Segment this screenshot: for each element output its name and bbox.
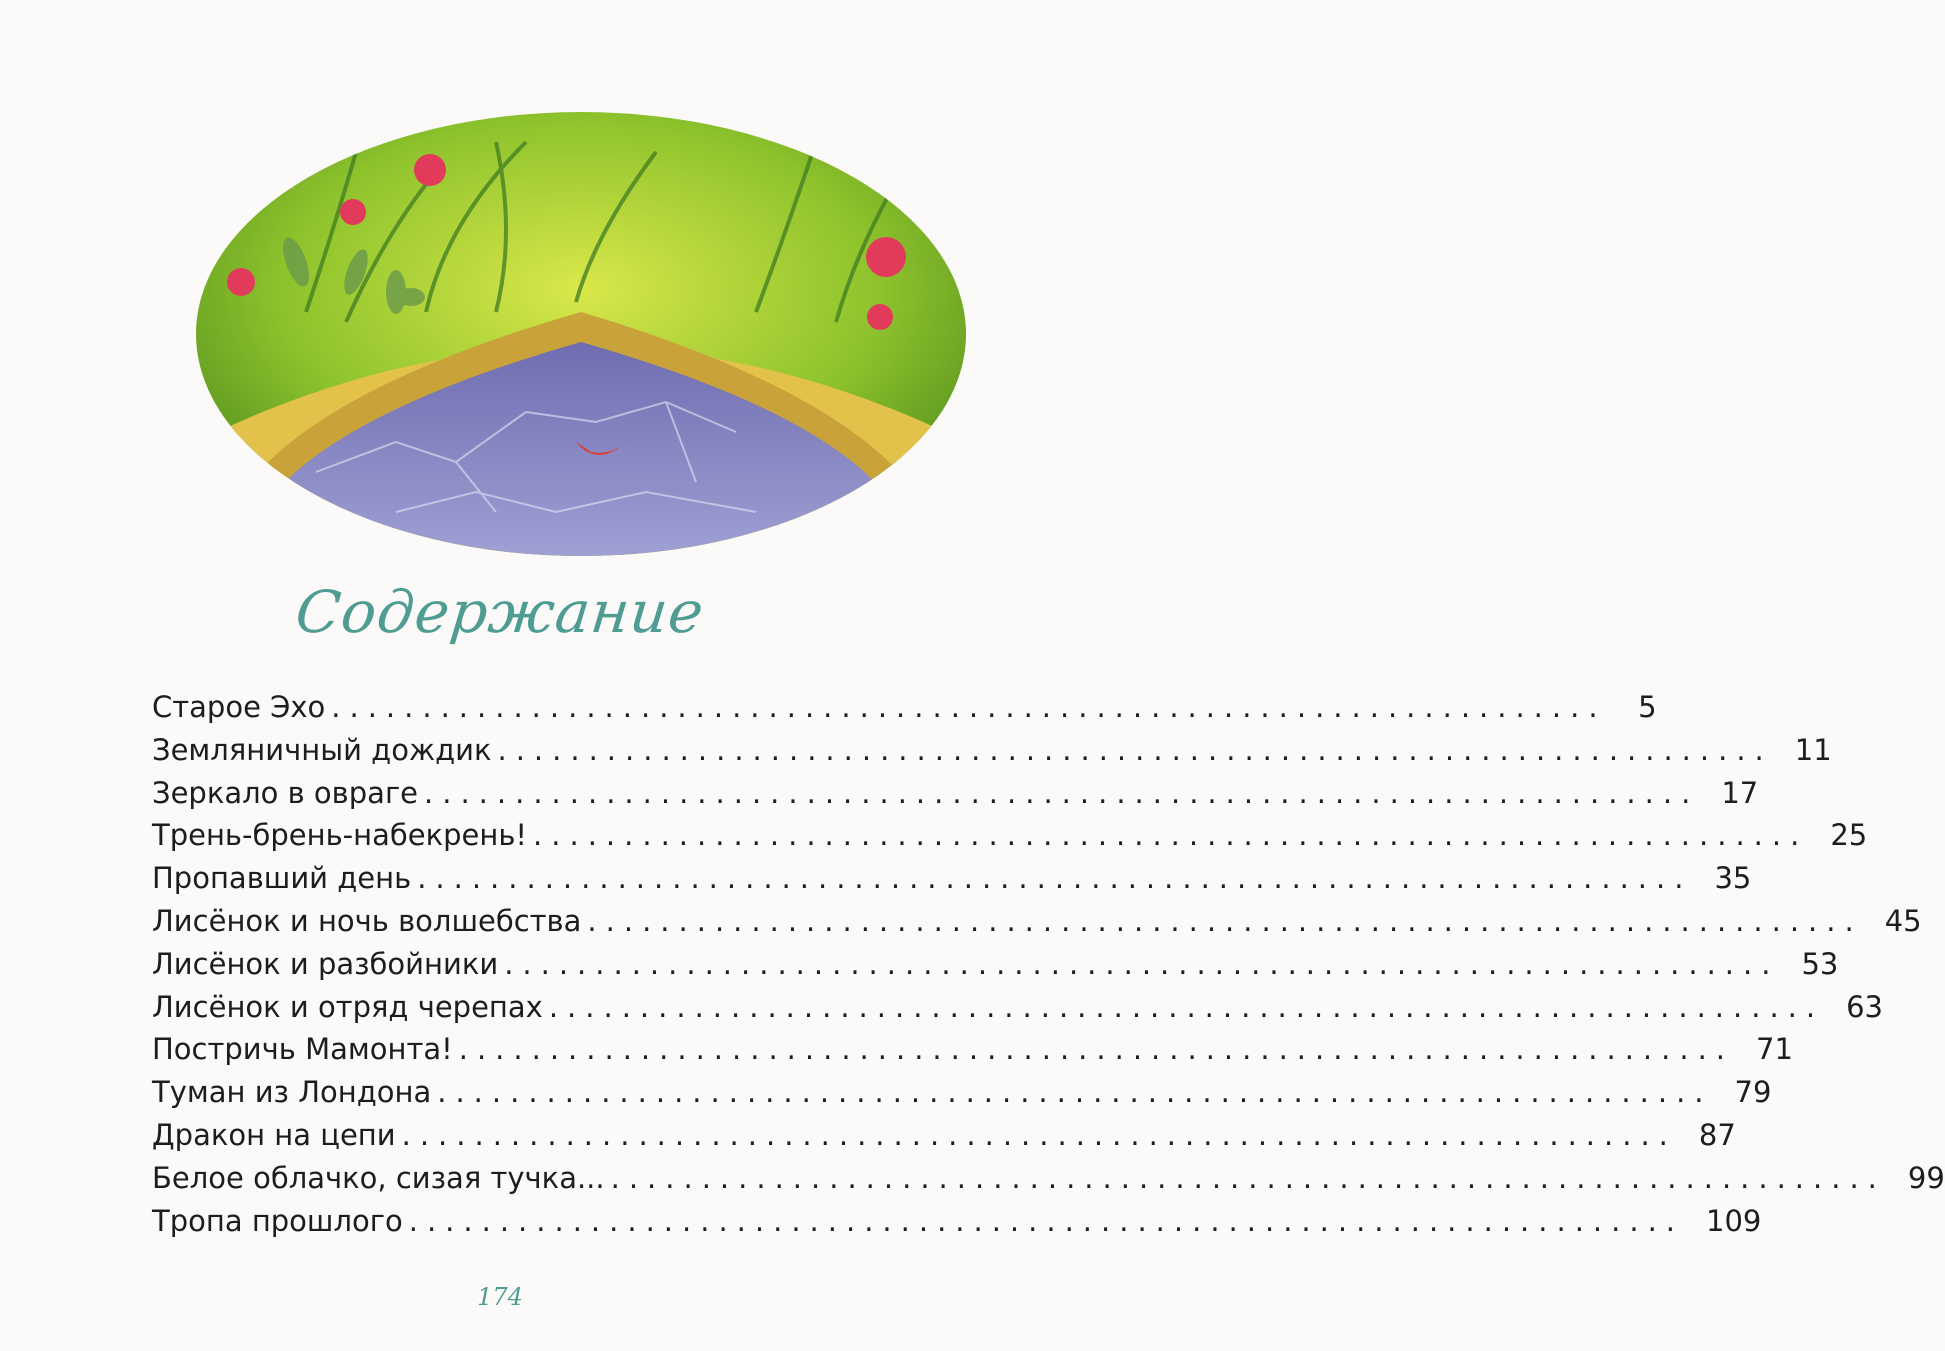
toc-entry-page: 5 — [1638, 690, 1657, 724]
toc-entry[interactable] — [152, 1160, 1945, 1204]
toc-leader-dots: ...................................................................... — [497, 732, 1773, 767]
toc-leader-dots: ...................................................................... — [417, 861, 1693, 896]
toc-entry-title: Туман из Лондона — [152, 1075, 432, 1110]
toc-entry-title: Трень-брень-набекрень! — [152, 818, 528, 853]
toc-entry[interactable] — [152, 1075, 1772, 1118]
toc-entry-page: 25 — [1830, 818, 1868, 853]
toc-entry-title: Лисёнок и отряд черепах — [152, 989, 543, 1024]
toc-entry-title: Белое облачко, сизая тучка... — [152, 1160, 605, 1195]
toc-entry[interactable] — [152, 775, 1759, 819]
toc-entry-page: 35 — [1714, 861, 1752, 896]
toc-entry-title: Пропавший день — [152, 861, 412, 896]
toc-entry[interactable] — [152, 861, 1752, 904]
toc-leader-dots: ...................................................................... — [533, 818, 1809, 853]
toc-entry-page: 99 — [1907, 1160, 1945, 1195]
toc-leader-dots: ...................................................................... — [458, 1032, 1735, 1067]
toc-entry-page: 109 — [1706, 1203, 1762, 1238]
toc-leader-dots: ...................................................................... — [331, 690, 1607, 724]
toc-entry-page: 11 — [1794, 732, 1832, 767]
toc-entry[interactable] — [152, 1117, 1736, 1161]
toc-entry[interactable] — [152, 946, 1839, 990]
toc-entry-page: 71 — [1756, 1032, 1793, 1067]
toc-entry-title: Лисёнок и ночь волшебства — [152, 903, 582, 938]
toc-entry-title: Тропа прошлого — [152, 1203, 403, 1238]
toc-entry-title: Лисёнок и разбойники — [152, 946, 499, 981]
page-number: 174 — [477, 1283, 523, 1311]
page-title: Содержание — [292, 578, 708, 646]
toc-entry[interactable] — [152, 690, 1657, 733]
toc-entry[interactable] — [152, 818, 1868, 861]
pond-illustration — [196, 112, 966, 556]
toc-entry-title: Дракон на цепи — [152, 1117, 396, 1152]
toc-leader-dots: ...................................................................... — [401, 1117, 1677, 1152]
toc-entry-page: 79 — [1734, 1075, 1772, 1110]
toc-entry[interactable] — [152, 732, 1832, 776]
toc-entry[interactable] — [152, 903, 1922, 947]
toc-leader-dots: ...................................................................... — [610, 1160, 1886, 1195]
toc-entry-title: Постричь Мамонта! — [152, 1032, 453, 1067]
toc-entry-title: Земляничный дождик — [152, 732, 492, 767]
toc-leader-dots: ...................................................................... — [437, 1075, 1713, 1110]
toc-entry-title: Старое Эхо — [152, 690, 326, 724]
table-of-contents — [152, 690, 1945, 1246]
toc-leader-dots: ...................................................................... — [408, 1203, 1685, 1238]
toc-leader-dots: ...................................................................... — [587, 903, 1863, 938]
toc-entry-page: 63 — [1846, 989, 1884, 1024]
toc-entry-page: 17 — [1721, 775, 1759, 810]
toc-leader-dots: ...................................................................... — [548, 989, 1825, 1024]
toc-entry[interactable] — [152, 989, 1884, 1033]
toc-entry-page: 45 — [1884, 903, 1922, 938]
toc-entry-page: 53 — [1801, 946, 1839, 981]
toc-leader-dots: ...................................................................... — [504, 946, 1780, 981]
toc-leader-dots: ...................................................................... — [424, 775, 1700, 810]
toc-entry-title: Зеркало в овраге — [152, 775, 419, 810]
toc-entry[interactable] — [152, 1203, 1762, 1247]
toc-entry-page: 87 — [1698, 1117, 1736, 1152]
toc-entry[interactable] — [152, 1032, 1793, 1075]
